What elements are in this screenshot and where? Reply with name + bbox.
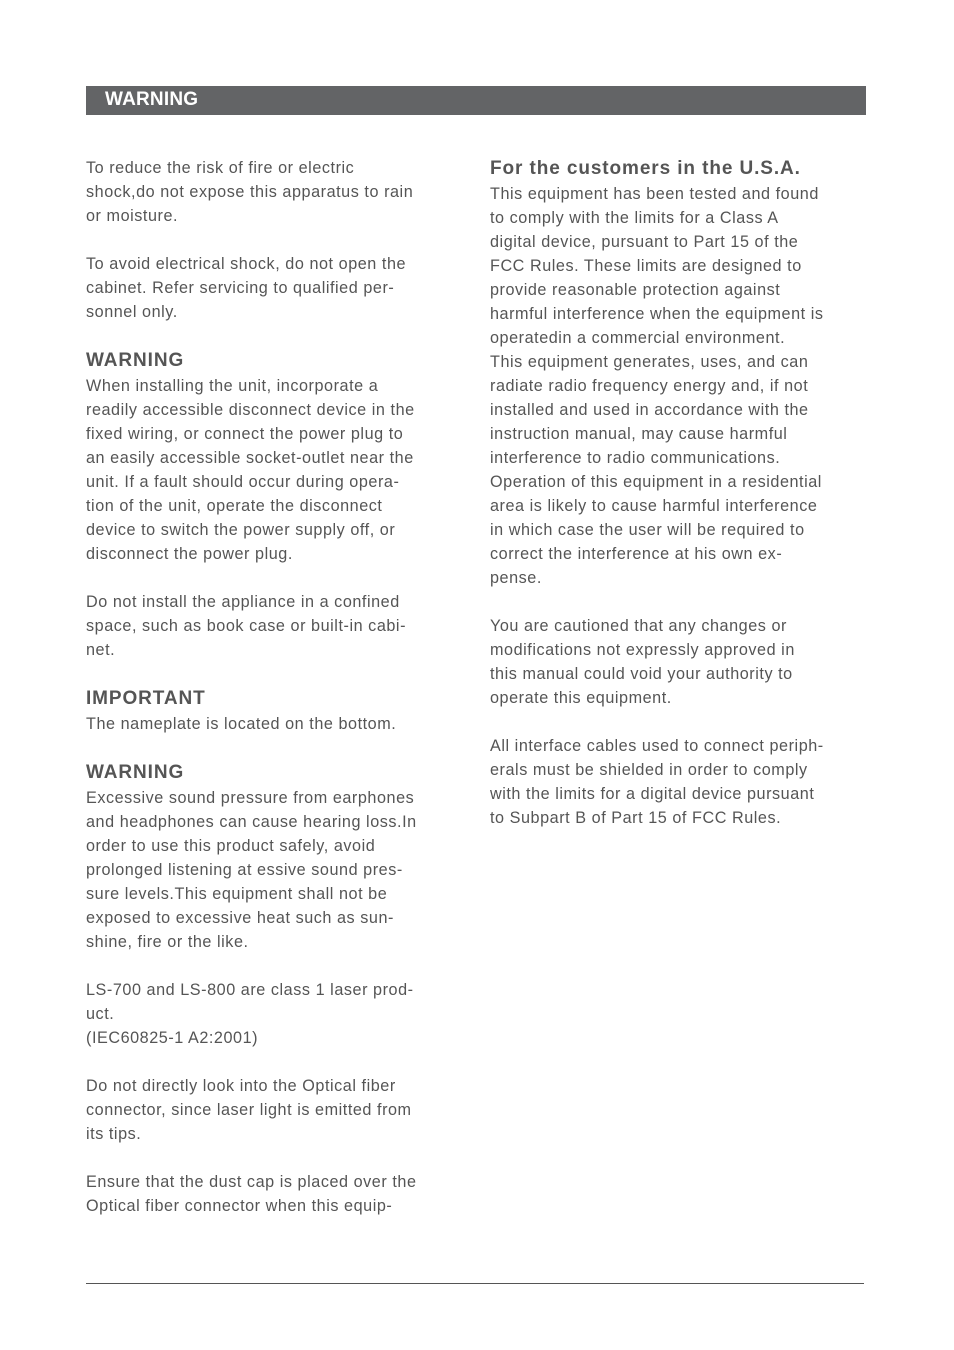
heading-usa-customers: For the customers in the U.S.A.	[490, 158, 801, 179]
text-line: Operation of this equipment in a residential	[490, 473, 822, 491]
text-line: Do not install the appliance in a confined	[86, 593, 400, 611]
text-line: Do not directly look into the Optical fiber	[86, 1077, 396, 1095]
text-line: digital device, pursuant to Part 15 of the	[490, 233, 799, 251]
text-line: harmful interference when the equipment is	[490, 305, 824, 323]
text-line: Excessive sound pressure from earphones	[86, 789, 415, 807]
text-line: The nameplate is located on the bottom.	[86, 715, 397, 733]
heading-important: IMPORTANT	[86, 688, 206, 709]
text-line: sonnel only.	[86, 303, 178, 321]
text-line: connector, since laser light is emitted from	[86, 1101, 412, 1119]
text-line: correct the interference at his own ex-	[490, 545, 783, 563]
paragraph-dust-cap	[86, 1170, 464, 1218]
text-line: to Subpart B of Part 15 of FCC Rules.	[490, 809, 782, 827]
text-line: Ensure that the dust cap is placed over the	[86, 1173, 417, 1191]
text-line: modifications not expressly approved in	[490, 641, 795, 659]
text-line: Optical fiber connector when this equip-	[86, 1197, 393, 1215]
paragraph-nameplate	[86, 712, 464, 736]
text-line: When installing the unit, incorporate a	[86, 377, 379, 395]
text-line: prolonged listening at essive sound pres-	[86, 861, 403, 879]
text-line: unit. If a fault should occur during opera-	[86, 473, 400, 491]
text-line: order to use this product safely, avoid	[86, 837, 376, 855]
paragraph-shielded-cables	[490, 734, 868, 830]
paragraph-sound-pressure	[86, 786, 464, 954]
text-line: sure levels.This equipment shall not be	[86, 885, 388, 903]
text-line: This equipment generates, uses, and can	[490, 353, 809, 371]
text-line: area is likely to cause harmful interference	[490, 497, 818, 515]
warning-banner	[86, 86, 866, 115]
text-line: erals must be shielded in order to comply	[490, 761, 808, 779]
text-line: To reduce the risk of fire or electric	[86, 159, 355, 177]
text-line: disconnect the power plug.	[86, 545, 293, 563]
text-line: tion of the unit, operate the disconnect	[86, 497, 383, 515]
text-line: To avoid electrical shock, do not open the	[86, 255, 407, 273]
banner-title: WARNING	[105, 89, 199, 110]
text-line: to comply with the limits for a Class A	[490, 209, 779, 227]
text-line: in which case the user will be required to	[490, 521, 805, 539]
right-column	[490, 156, 868, 830]
text-line: this manual could void your authority to	[490, 665, 793, 683]
text-line: (IEC60825-1 A2:2001)	[86, 1029, 259, 1047]
footer-rule	[86, 1283, 864, 1284]
text-line: device to switch the power supply off, or	[86, 521, 396, 539]
heading-warning-sound: WARNING	[86, 762, 185, 783]
text-line: and headphones can cause hearing loss.In	[86, 813, 417, 831]
text-line: cabinet. Refer servicing to qualified per-	[86, 279, 395, 297]
text-line: or moisture.	[86, 207, 179, 225]
text-line: shine, fire or the like.	[86, 933, 249, 951]
text-line: interference to radio communications.	[490, 449, 781, 467]
paragraph-confined-space	[86, 590, 464, 662]
text-line: All interface cables used to connect periph-	[490, 737, 824, 755]
heading-warning-installation: WARNING	[86, 350, 185, 371]
text-line: fixed wiring, or connect the power plug to	[86, 425, 404, 443]
left-column	[86, 156, 464, 1218]
text-line: net.	[86, 641, 116, 659]
paragraph-laser-class	[86, 978, 464, 1050]
text-line: its tips.	[86, 1125, 142, 1143]
text-line: shock,do not expose this apparatus to rain	[86, 183, 414, 201]
text-line: instruction manual, may cause harmful	[490, 425, 788, 443]
text-line: pense.	[490, 569, 542, 587]
text-line: an easily accessible socket-outlet near the	[86, 449, 414, 467]
text-line: provide reasonable protection against	[490, 281, 781, 299]
paragraph-optical-fiber	[86, 1074, 464, 1146]
text-line: operate this equipment.	[490, 689, 672, 707]
text-line: installed and used in accordance with the	[490, 401, 809, 419]
text-line: space, such as book case or built-in cabi-	[86, 617, 407, 635]
text-line: You are cautioned that any changes or	[490, 617, 787, 635]
paragraph-fcc-class-a	[490, 182, 868, 590]
paragraph-electric-shock	[86, 252, 464, 324]
text-line: uct.	[86, 1005, 115, 1023]
paragraph-modifications-caution	[490, 614, 868, 710]
text-line: LS-700 and LS-800 are class 1 laser prod-	[86, 981, 414, 999]
text-line: This equipment has been tested and found	[490, 185, 819, 203]
text-line: exposed to excessive heat such as sun-	[86, 909, 394, 927]
text-line: readily accessible disconnect device in the	[86, 401, 415, 419]
text-line: with the limits for a digital device pursuant	[490, 785, 815, 803]
paragraph-disconnect-device	[86, 374, 464, 566]
text-line: radiate radio frequency energy and, if not	[490, 377, 809, 395]
text-line: FCC Rules. These limits are designed to	[490, 257, 802, 275]
text-line: operatedin a commercial environment.	[490, 329, 786, 347]
paragraph-fire-risk	[86, 156, 464, 228]
